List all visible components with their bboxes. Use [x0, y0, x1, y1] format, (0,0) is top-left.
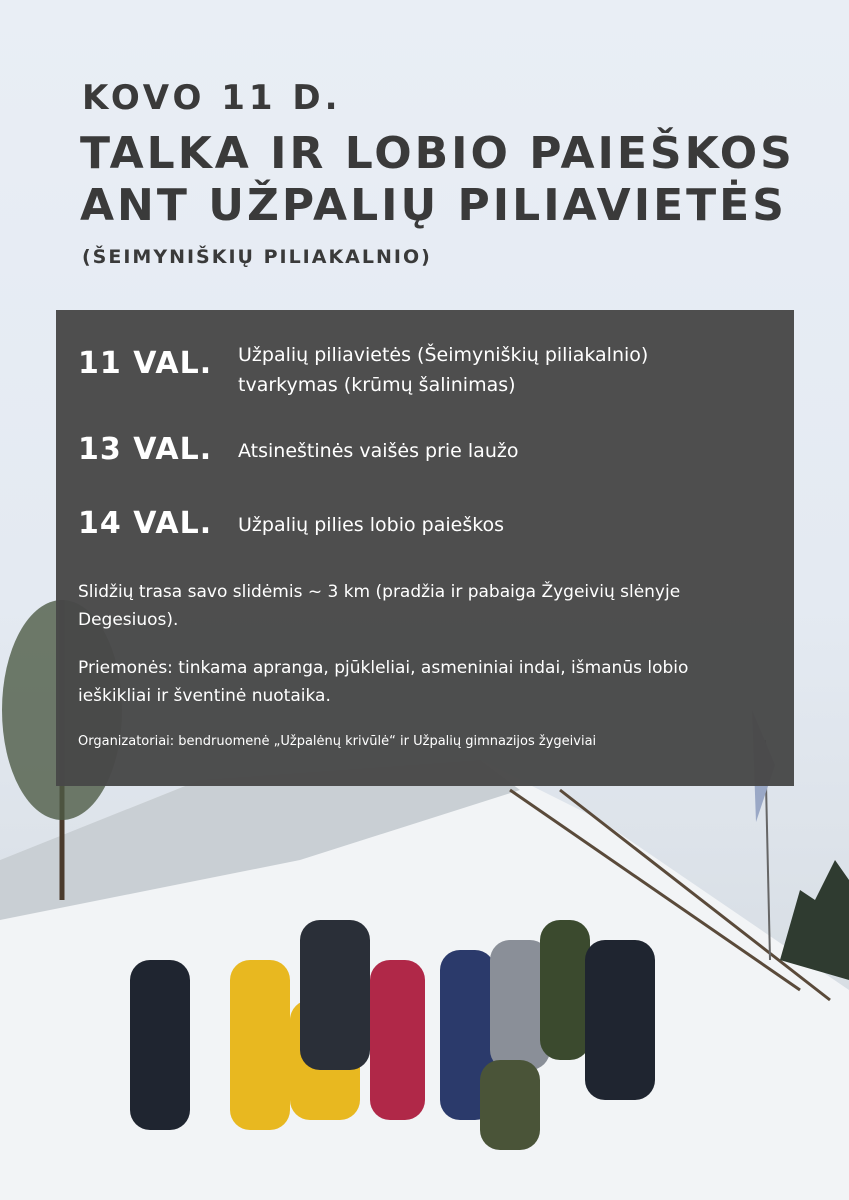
schedule-time: 13 VAL.: [78, 432, 213, 467]
schedule-item: [78, 432, 738, 467]
schedule-desc: Atsineštinės vaišės prie laužo: [238, 440, 519, 462]
schedule-time: 11 VAL.: [78, 346, 213, 381]
schedule-desc-line: tvarkymas (krūmų šalinimas): [238, 374, 516, 396]
equipment-note: Priemonės: tinkama apranga, pjūkleliai, asmeniniai indai, išmanūs lobio ieškikliai ir šventinė nuotaika.: [78, 658, 689, 706]
schedule-time: 14 VAL.: [78, 506, 213, 541]
page-title: [80, 128, 820, 232]
schedule-item: [78, 340, 738, 400]
organizers-note: Organizatoriai: bendruomenė „Užpalėnų krivūlė“ ir Užpalių gimnazijos žygeiviai: [78, 734, 597, 749]
forest-right: [780, 860, 849, 980]
schedule-panel: [56, 310, 794, 786]
title-line-2: ANT UŽPALIŲ PILIAVIETĖS: [80, 180, 787, 231]
ski-note: Slidžių trasa savo slidėmis ~ 3 km (pradžia ir pabaiga Žygeivių slėnyje Degesiuos).: [78, 582, 681, 630]
schedule-desc-line: Užpalių piliavietės (Šeimyniškių piliakalnio): [238, 344, 649, 366]
schedule-desc: [238, 340, 738, 400]
schedule-item: [78, 506, 738, 541]
event-date: KOVO 11 D.: [82, 78, 342, 118]
schedule-desc: Užpalių pilies lobio paieškos: [238, 514, 505, 536]
page-subtitle: (ŠEIMYNIŠKIŲ PILIAKALNIO): [82, 246, 432, 268]
title-line-1: TALKA IR LOBIO PAIEŠKOS: [80, 128, 795, 179]
